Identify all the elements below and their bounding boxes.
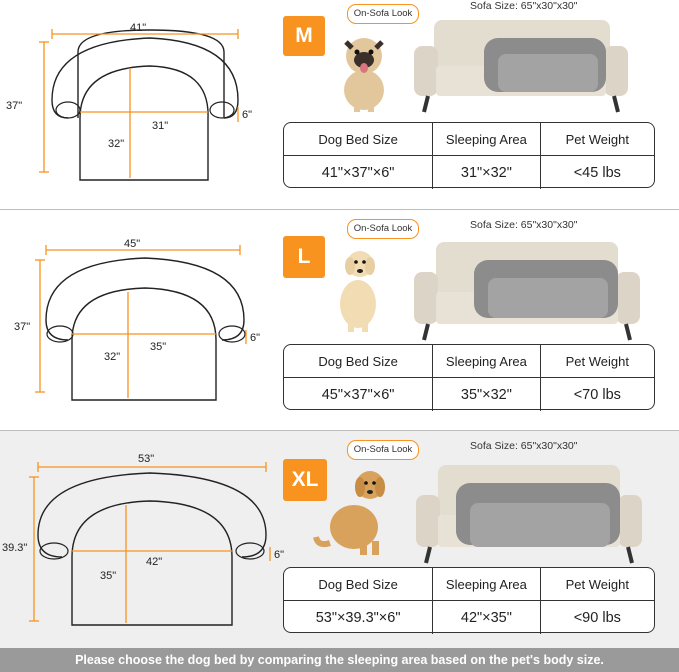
bed-width-label: 45" — [124, 238, 141, 250]
value-dog-bed-size: 53"×39.3"×6" — [284, 601, 433, 634]
sofa-size-label: Sofa Size: 65"x30"x30" — [470, 440, 578, 452]
value-sleeping-area: 31"×32" — [433, 156, 540, 189]
bed-dimension-diagram — [0, 431, 285, 649]
size-badge-l: L — [283, 236, 325, 278]
header-sleeping-area: Sleeping Area — [433, 123, 540, 155]
on-sofa-look-tag: On-Sofa Look — [347, 4, 419, 24]
header-sleeping-area: Sleeping Area — [433, 345, 540, 377]
sleep-depth-label: 32" — [104, 351, 121, 363]
value-sleeping-area: 35"×32" — [433, 378, 540, 411]
size-section-m — [0, 0, 679, 208]
sleep-width-label: 35" — [150, 341, 167, 353]
spec-value-row — [284, 378, 654, 411]
value-pet-weight: <45 lbs — [573, 164, 621, 181]
bed-depth-label: 39.3" — [2, 542, 28, 554]
value-dog-bed-size: 41"×37"×6" — [284, 156, 433, 189]
on-sofa-look-tag: On-Sofa Look — [347, 440, 419, 460]
bed-width-label: 41" — [130, 22, 147, 34]
sofa-size-label: Sofa Size: 65"x30"x30" — [470, 0, 578, 12]
value-sleeping-area: 42"×35" — [433, 601, 540, 634]
header-dog-bed-size: Dog Bed Size — [284, 345, 433, 377]
size-spec-table — [283, 122, 655, 188]
sofa-image — [414, 16, 628, 114]
on-sofa-look-tag: On-Sofa Look — [347, 219, 419, 239]
bed-depth-label: 37" — [14, 321, 31, 333]
spec-value-row — [284, 156, 654, 189]
value-pet-weight: <90 lbs — [573, 609, 621, 626]
bed-dimension-diagram — [0, 210, 275, 430]
header-pet-weight: Pet Weight — [565, 131, 629, 147]
size-section-xl — [0, 430, 679, 648]
header-dog-bed-size: Dog Bed Size — [284, 568, 433, 600]
size-badge-m: M — [283, 16, 325, 56]
header-pet-weight: Pet Weight — [565, 576, 629, 592]
spec-header-row — [284, 568, 654, 601]
bed-width-label: 53" — [138, 453, 155, 465]
sofa-image — [414, 238, 640, 342]
sofa-size-label: Sofa Size: 65"x30"x30" — [470, 219, 578, 231]
value-pet-weight: <70 lbs — [573, 386, 621, 403]
sleep-width-label: 31" — [152, 120, 169, 132]
golden-retriever-dog-image — [314, 463, 398, 559]
header-pet-weight: Pet Weight — [565, 353, 629, 369]
sleep-width-label: 42" — [146, 556, 163, 568]
pug-dog-image — [334, 28, 394, 114]
size-spec-table — [283, 567, 655, 633]
sofa-image — [416, 461, 642, 565]
header-sleeping-area: Sleeping Area — [433, 568, 540, 600]
size-section-l — [0, 209, 679, 429]
footer-note: Please choose the dog bed by comparing the sleeping area based on the pet's body size. — [0, 648, 679, 672]
size-spec-table — [283, 344, 655, 410]
spec-header-row — [284, 345, 654, 378]
bed-height-label: 6" — [274, 549, 285, 561]
size-badge-xl: XL — [283, 459, 327, 501]
bed-dimension-diagram — [0, 0, 275, 208]
bed-height-label: 6" — [242, 109, 253, 121]
bed-height-label: 6" — [250, 332, 261, 344]
spec-header-row — [284, 123, 654, 156]
value-dog-bed-size: 45"×37"×6" — [284, 378, 433, 411]
bed-depth-label: 37" — [6, 100, 23, 112]
spec-value-row — [284, 601, 654, 634]
header-dog-bed-size: Dog Bed Size — [284, 123, 433, 155]
sleep-depth-label: 32" — [108, 138, 125, 150]
labrador-dog-image — [330, 244, 390, 334]
sleep-depth-label: 35" — [100, 570, 117, 582]
